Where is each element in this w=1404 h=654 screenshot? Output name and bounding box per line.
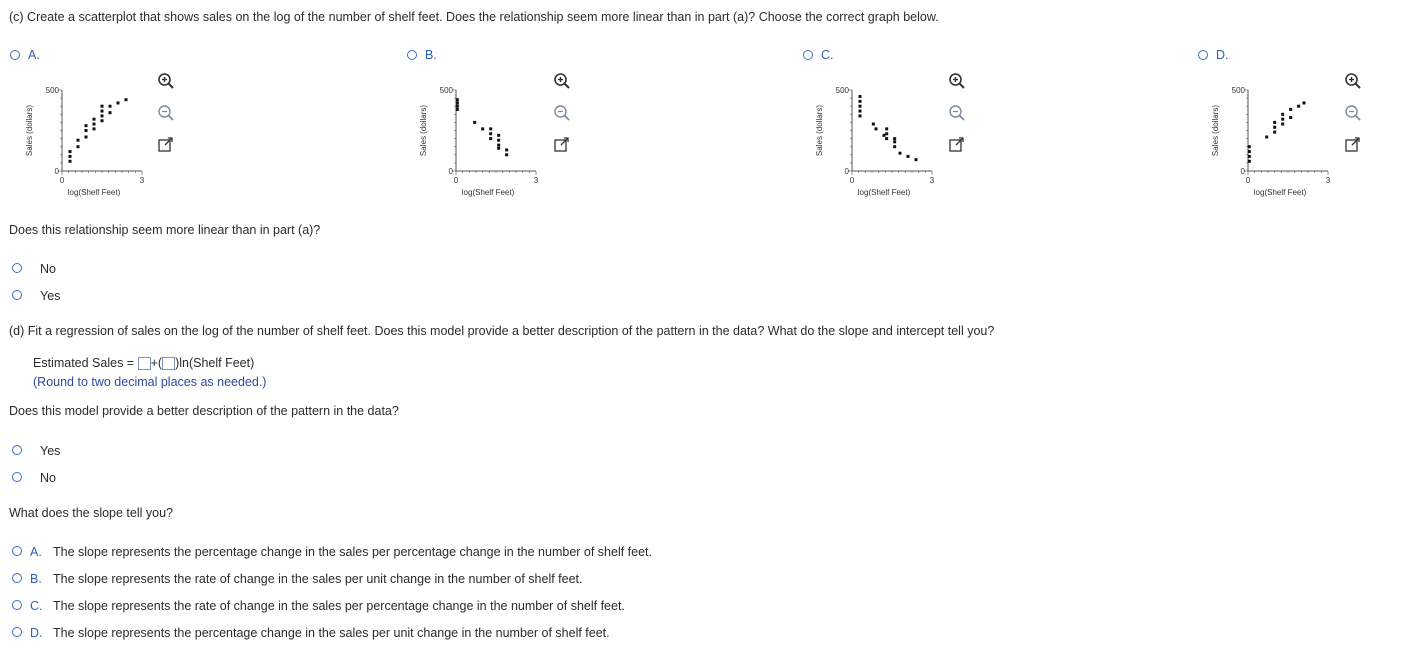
- scatter-point: [872, 123, 875, 126]
- slope-option-c-radio[interactable]: [12, 600, 22, 610]
- expand-icon[interactable]: [1344, 136, 1362, 154]
- intercept-input[interactable]: [138, 357, 151, 370]
- scatter-point: [497, 144, 500, 147]
- slope-input[interactable]: [162, 357, 175, 370]
- scatter-point: [109, 111, 112, 114]
- y-min-tick-label: 0: [1240, 167, 1245, 176]
- scatter-point: [505, 153, 508, 156]
- scatter-point: [489, 127, 492, 130]
- zoom-out-icon[interactable]: [948, 104, 966, 122]
- slope-option-c-letter: C.: [30, 599, 43, 613]
- better-yes-label: Yes: [40, 444, 61, 458]
- scatter-point: [1273, 131, 1276, 134]
- zoom-in-icon[interactable]: [553, 72, 571, 90]
- linear-yes-label: Yes: [40, 289, 61, 303]
- scatter-point: [859, 114, 862, 117]
- scatter-point: [1273, 121, 1276, 124]
- part-d-question: (d) Fit a regression of sales on the log of the number of shelf feet. Does this model provide a better description of the pattern in the data? What do the slope and intercept tell you?: [9, 324, 995, 338]
- regression-equation: [33, 356, 254, 370]
- y-axis-label: Sales (dollars): [419, 104, 428, 157]
- scatter-point: [85, 124, 88, 127]
- scatter-point: [893, 137, 896, 140]
- y-axis-label: Sales (dollars): [25, 104, 34, 157]
- slope-question: What does the slope tell you?: [9, 506, 173, 520]
- scatter-chart-d: [1208, 78, 1358, 208]
- scatter-point: [489, 132, 492, 135]
- x-max-tick-label: 3: [929, 176, 935, 185]
- graph-option-a-radio[interactable]: [10, 50, 20, 60]
- scatter-point: [456, 108, 459, 111]
- scatter-point: [93, 123, 96, 126]
- graph-option-d-letter: D.: [1216, 48, 1229, 62]
- scatter-point: [85, 129, 88, 132]
- expand-icon[interactable]: [553, 136, 571, 154]
- scatter-point: [859, 110, 862, 113]
- zoom-in-icon[interactable]: [1344, 72, 1362, 90]
- better-yes-radio[interactable]: [12, 445, 22, 455]
- zoom-out-icon[interactable]: [553, 104, 571, 122]
- x-min-tick-label: 0: [59, 176, 65, 185]
- scatter-point: [1265, 135, 1268, 138]
- y-axis-label: Sales (dollars): [815, 104, 824, 157]
- scatter-point: [859, 95, 862, 98]
- scatter-point: [1248, 160, 1251, 163]
- scatter-point: [1281, 113, 1284, 116]
- scatter-point: [859, 105, 862, 108]
- y-max-tick-label: 500: [45, 86, 59, 95]
- scatter-point: [481, 127, 484, 130]
- scatter-point: [885, 137, 888, 140]
- scatter-point: [1273, 126, 1276, 129]
- scatter-point: [69, 155, 72, 158]
- y-min-tick-label: 0: [54, 167, 59, 176]
- zoom-in-icon[interactable]: [948, 72, 966, 90]
- better-question: Does this model provide a better description of the pattern in the data?: [9, 404, 399, 418]
- linear-no-label: No: [40, 262, 56, 276]
- y-min-tick-label: 0: [448, 167, 453, 176]
- slope-option-a-text: The slope represents the percentage change in the sales per percentage change in the number of shelf feet.: [53, 545, 653, 559]
- x-min-tick-label: 0: [1245, 176, 1251, 185]
- scatter-point: [497, 139, 500, 142]
- y-max-tick-label: 500: [835, 86, 849, 95]
- scatter-point: [899, 152, 902, 155]
- scatter-point: [93, 118, 96, 121]
- slope-option-b-radio[interactable]: [12, 573, 22, 583]
- graph-option-a-letter: A.: [28, 48, 40, 62]
- y-max-tick-label: 500: [1231, 86, 1245, 95]
- equation-plus: +: [150, 356, 158, 370]
- scatter-point: [85, 135, 88, 138]
- x-max-tick-label: 3: [533, 176, 539, 185]
- scatter-point: [473, 121, 476, 124]
- scatter-point: [1303, 101, 1306, 104]
- scatter-point: [1289, 116, 1292, 119]
- scatter-point: [497, 134, 500, 137]
- scatter-chart-a: [22, 78, 172, 208]
- slope-option-a-radio[interactable]: [12, 546, 22, 556]
- scatter-point: [1248, 150, 1251, 153]
- round-hint: (Round to two decimal places as needed.): [33, 375, 267, 389]
- scatter-point: [1297, 105, 1300, 108]
- slope-option-b-text: The slope represents the rate of change in the sales per unit change in the number of shelf feet.: [53, 572, 583, 586]
- linear-yes-radio[interactable]: [12, 290, 22, 300]
- slope-option-a-letter: A.: [30, 545, 42, 559]
- graph-option-c-radio[interactable]: [803, 50, 813, 60]
- scatter-point: [505, 148, 508, 151]
- scatter-point: [1289, 108, 1292, 111]
- scatter-point: [77, 145, 80, 148]
- scatter-point: [907, 155, 910, 158]
- scatter-point: [1248, 155, 1251, 158]
- scatter-point: [125, 98, 128, 101]
- scatter-point: [915, 158, 918, 161]
- scatter-point: [489, 137, 492, 140]
- slope-option-d-text: The slope represents the percentage change in the sales per unit change in the number of shelf feet.: [53, 626, 610, 640]
- slope-option-b-letter: B.: [30, 572, 42, 586]
- better-no-radio[interactable]: [12, 472, 22, 482]
- y-min-tick-label: 0: [844, 167, 849, 176]
- scatter-point: [456, 101, 459, 104]
- zoom-out-icon[interactable]: [1344, 104, 1362, 122]
- scatter-point: [109, 105, 112, 108]
- scatter-point: [893, 145, 896, 148]
- slope-option-d-radio[interactable]: [12, 627, 22, 637]
- scatter-point: [456, 105, 459, 108]
- scatter-point: [69, 160, 72, 163]
- scatter-point: [885, 132, 888, 135]
- graph-option-b-radio[interactable]: [407, 50, 417, 60]
- linear-no-radio[interactable]: [12, 263, 22, 273]
- scatter-point: [893, 140, 896, 143]
- scatter-point: [883, 134, 886, 137]
- zoom-out-icon[interactable]: [157, 104, 175, 122]
- scatter-point: [885, 127, 888, 130]
- part-c-question: (c) Create a scatterplot that shows sales on the log of the number of shelf feet. Does the relationship seem more linear than in part (a)? Choose the correct graph below.: [9, 10, 939, 24]
- scatter-point: [69, 150, 72, 153]
- scatter-point: [859, 100, 862, 103]
- scatter-point: [1281, 123, 1284, 126]
- zoom-in-icon[interactable]: [157, 72, 175, 90]
- x-axis-label: log(Shelf Feet): [67, 188, 121, 197]
- chart-c-tools: [948, 72, 968, 162]
- x-axis-label: log(Shelf Feet): [461, 188, 515, 197]
- linear-question: Does this relationship seem more linear than in part (a)?: [9, 223, 321, 237]
- equation-prefix: Estimated Sales =: [33, 356, 135, 370]
- scatter-point: [101, 105, 104, 108]
- scatter-point: [93, 127, 96, 130]
- scatter-point: [1281, 118, 1284, 121]
- graph-option-d-radio[interactable]: [1198, 50, 1208, 60]
- x-axis-label: log(Shelf Feet): [857, 188, 911, 197]
- graph-option-c-letter: C.: [821, 48, 834, 62]
- equation-open-paren: (: [157, 356, 163, 370]
- equation-suffix: )ln(Shelf Feet): [175, 356, 255, 370]
- slope-option-d-letter: D.: [30, 626, 43, 640]
- graph-option-b-letter: B.: [425, 48, 437, 62]
- slope-option-c-text: The slope represents the rate of change in the sales per percentage change in the number of shelf feet.: [53, 599, 625, 613]
- scatter-point: [101, 114, 104, 117]
- x-axis-label: log(Shelf Feet): [1253, 188, 1307, 197]
- scatter-point: [1248, 145, 1251, 148]
- x-max-tick-label: 3: [1325, 176, 1331, 185]
- y-max-tick-label: 500: [439, 86, 453, 95]
- chart-d-tools: [1344, 72, 1364, 162]
- scatter-point: [101, 119, 104, 122]
- better-no-label: No: [40, 471, 56, 485]
- x-min-tick-label: 0: [453, 176, 459, 185]
- scatter-chart-c: [812, 78, 962, 208]
- y-axis-label: Sales (dollars): [1211, 104, 1220, 157]
- scatter-point: [456, 98, 459, 101]
- x-min-tick-label: 0: [849, 176, 855, 185]
- scatter-chart-b: [416, 78, 566, 208]
- scatter-point: [101, 110, 104, 113]
- scatter-point: [117, 101, 120, 104]
- expand-icon[interactable]: [948, 136, 966, 154]
- scatter-point: [77, 139, 80, 142]
- chart-a-tools: [157, 72, 177, 162]
- x-max-tick-label: 3: [139, 176, 145, 185]
- scatter-point: [497, 147, 500, 150]
- expand-icon[interactable]: [157, 136, 175, 154]
- scatter-point: [875, 127, 878, 130]
- chart-b-tools: [553, 72, 573, 162]
